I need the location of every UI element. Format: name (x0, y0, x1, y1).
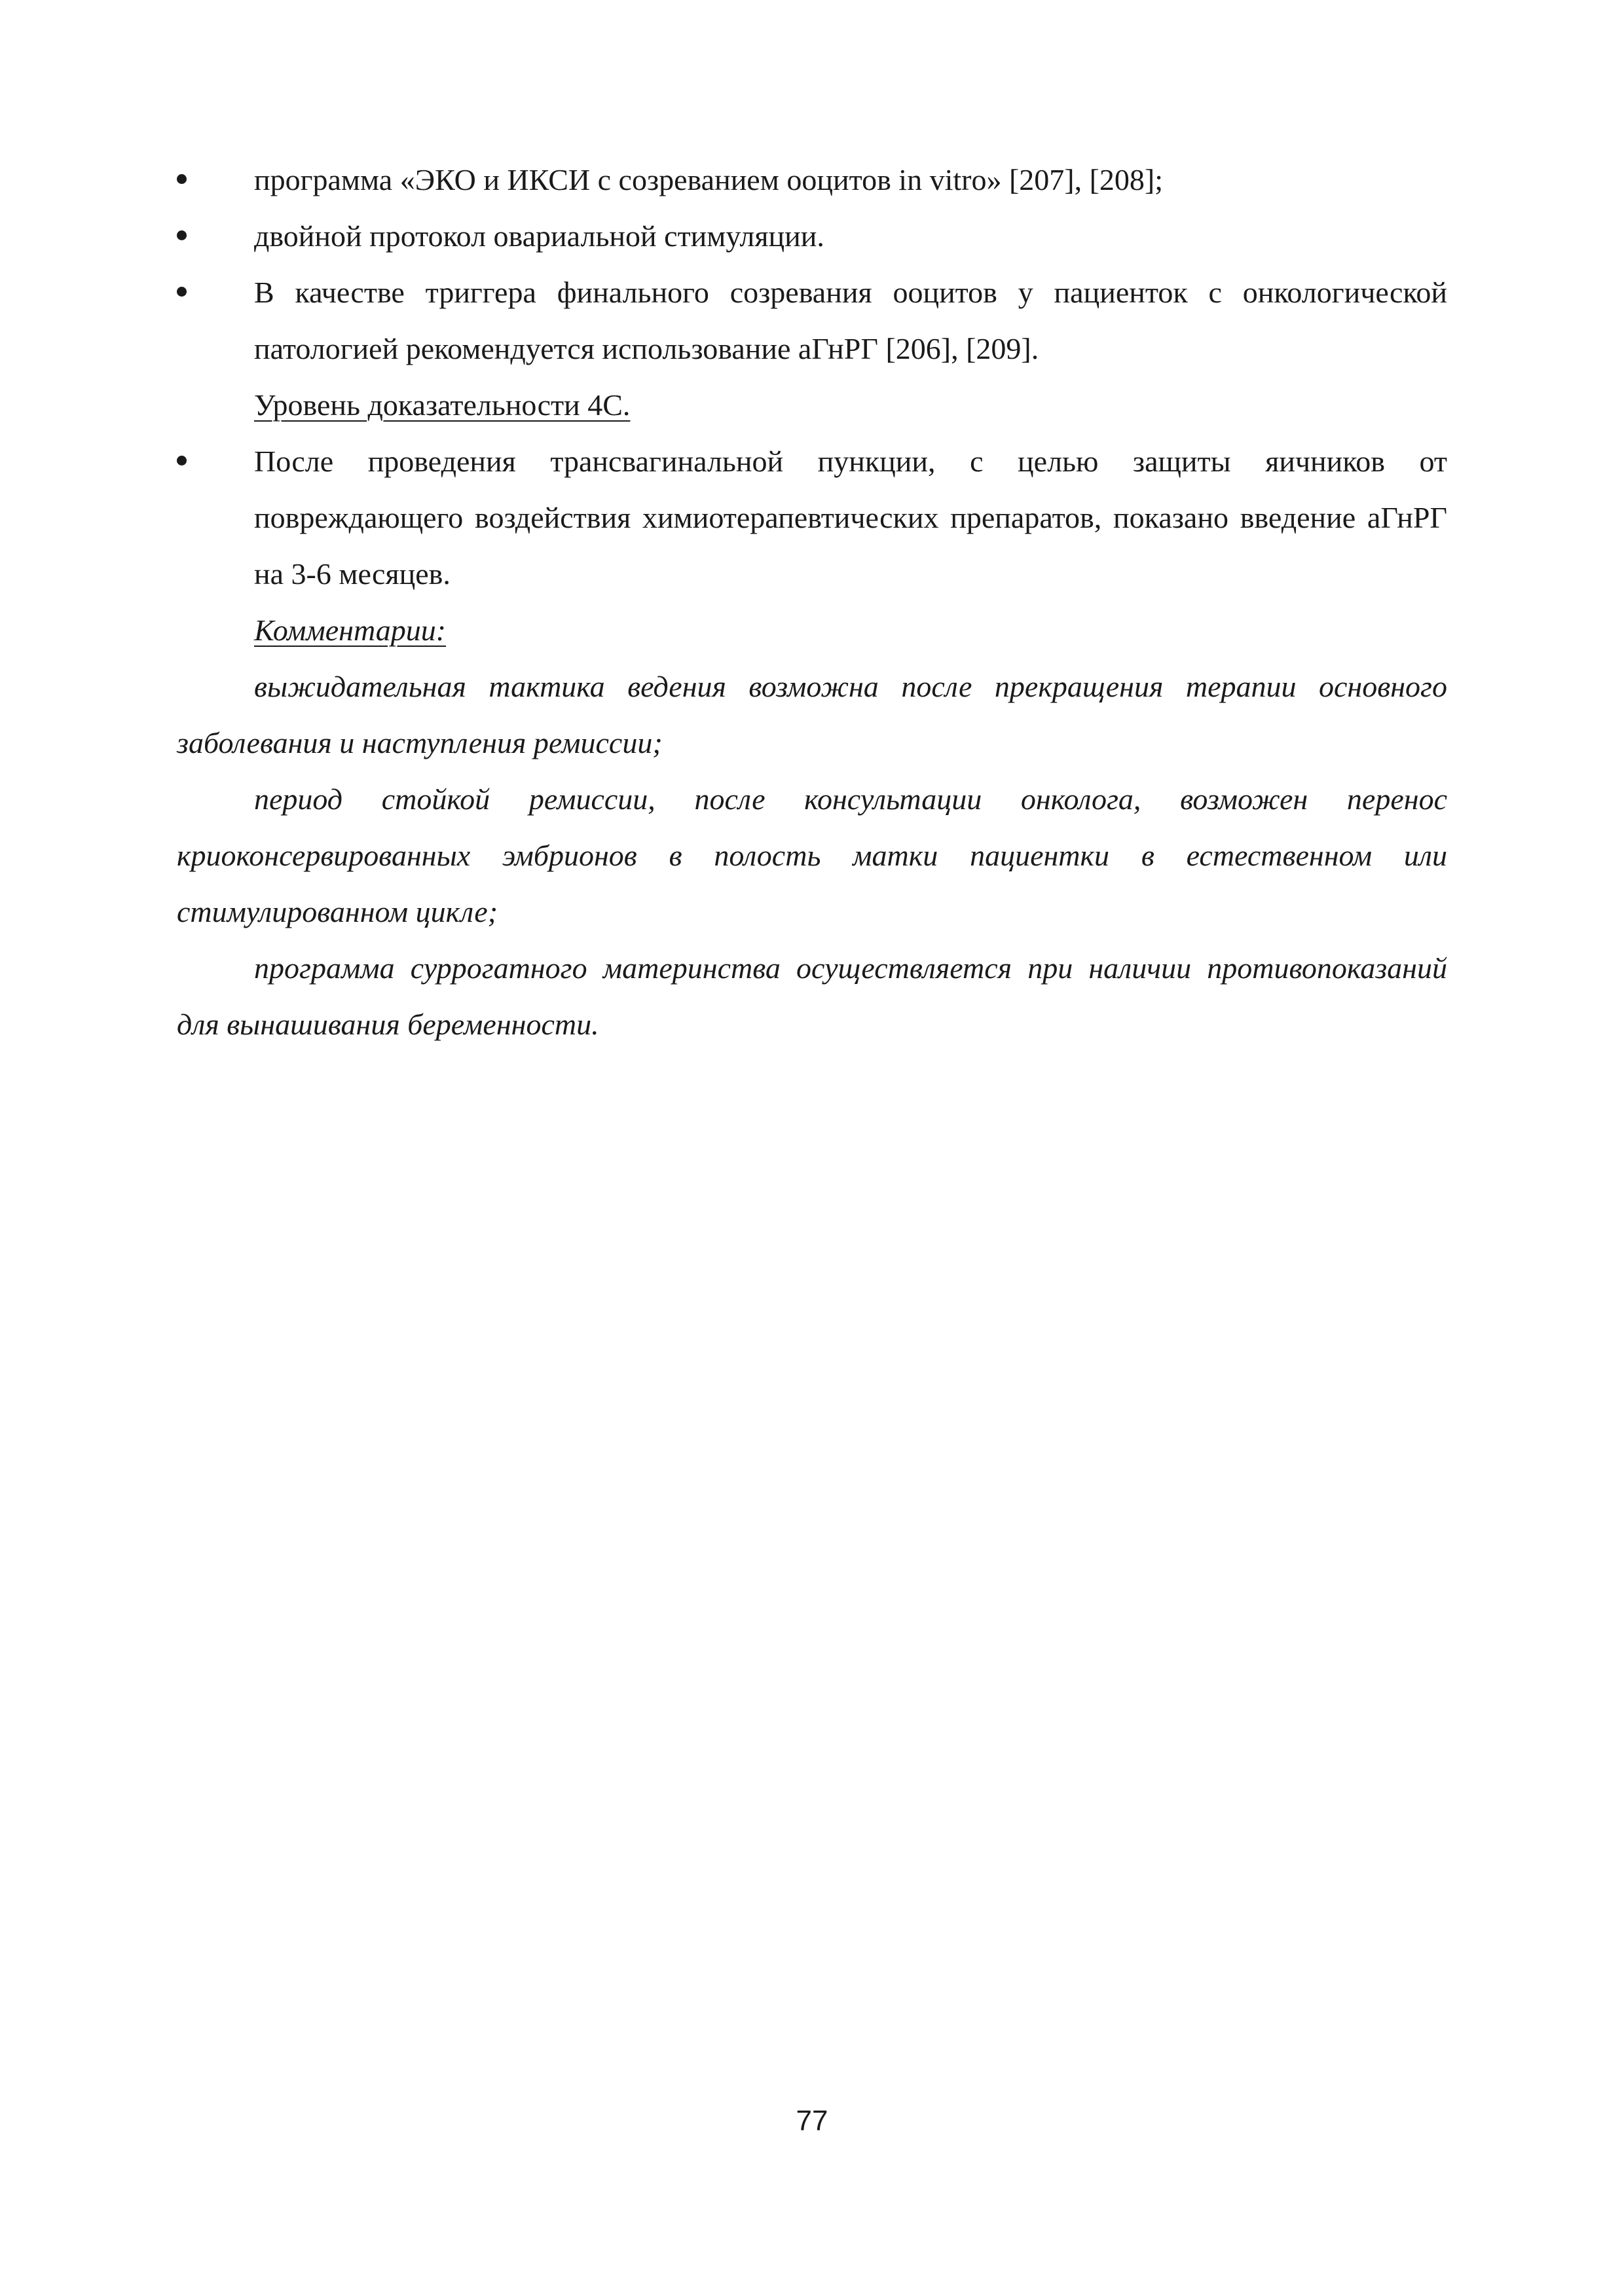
page-body (177, 152, 1447, 1053)
evidence-level: Уровень доказательности 4С. (254, 388, 631, 422)
list-item (177, 152, 1447, 208)
comments-heading-line (177, 602, 1447, 659)
bullet-icon (177, 230, 187, 240)
comment-paragraph: период стойкой ремиссии, после консультации онколога, возможен перенос криоконсервированных эмбрионов в полость матки пациентки в естественном или стимулированном цикле; (177, 782, 1447, 928)
list-item (177, 433, 1447, 602)
evidence-level-line (177, 377, 1447, 433)
comment-paragraph: выжидательная тактика ведения возможна после прекращения терапии основного заболевания и наступления ремиссии; (177, 670, 1447, 759)
list-item (177, 264, 1447, 377)
bullet-icon (177, 287, 187, 297)
list-item-text: программа «ЭКО и ИКСИ с созреванием ооцитов in vitro» [207], [208]; (254, 163, 1163, 196)
list-item-text: В качестве триггера финального созревания ооцитов у пациенток с онкологической патологией рекомендуется использование аГнРГ [206], [209]. (254, 276, 1447, 365)
comments-heading: Комментарии: (254, 613, 447, 647)
list-item-text: двойной протокол овариальной стимуляции. (254, 219, 824, 253)
list-item-text: После проведения трансвагинальной пункции, с целью защиты яичников от повреждающего воздействия химиотерапевтических препаратов, показано введение аГнРГ на 3-6 месяцев. (254, 445, 1447, 591)
comment-paragraph: программа суррогатного материнства осуществляется при наличии противопоказаний для вынашивания беременности. (177, 951, 1447, 1041)
page-number: 77 (796, 2105, 828, 2137)
bullet-icon (177, 174, 187, 184)
bullet-icon (177, 456, 187, 465)
list-item (177, 208, 1447, 264)
